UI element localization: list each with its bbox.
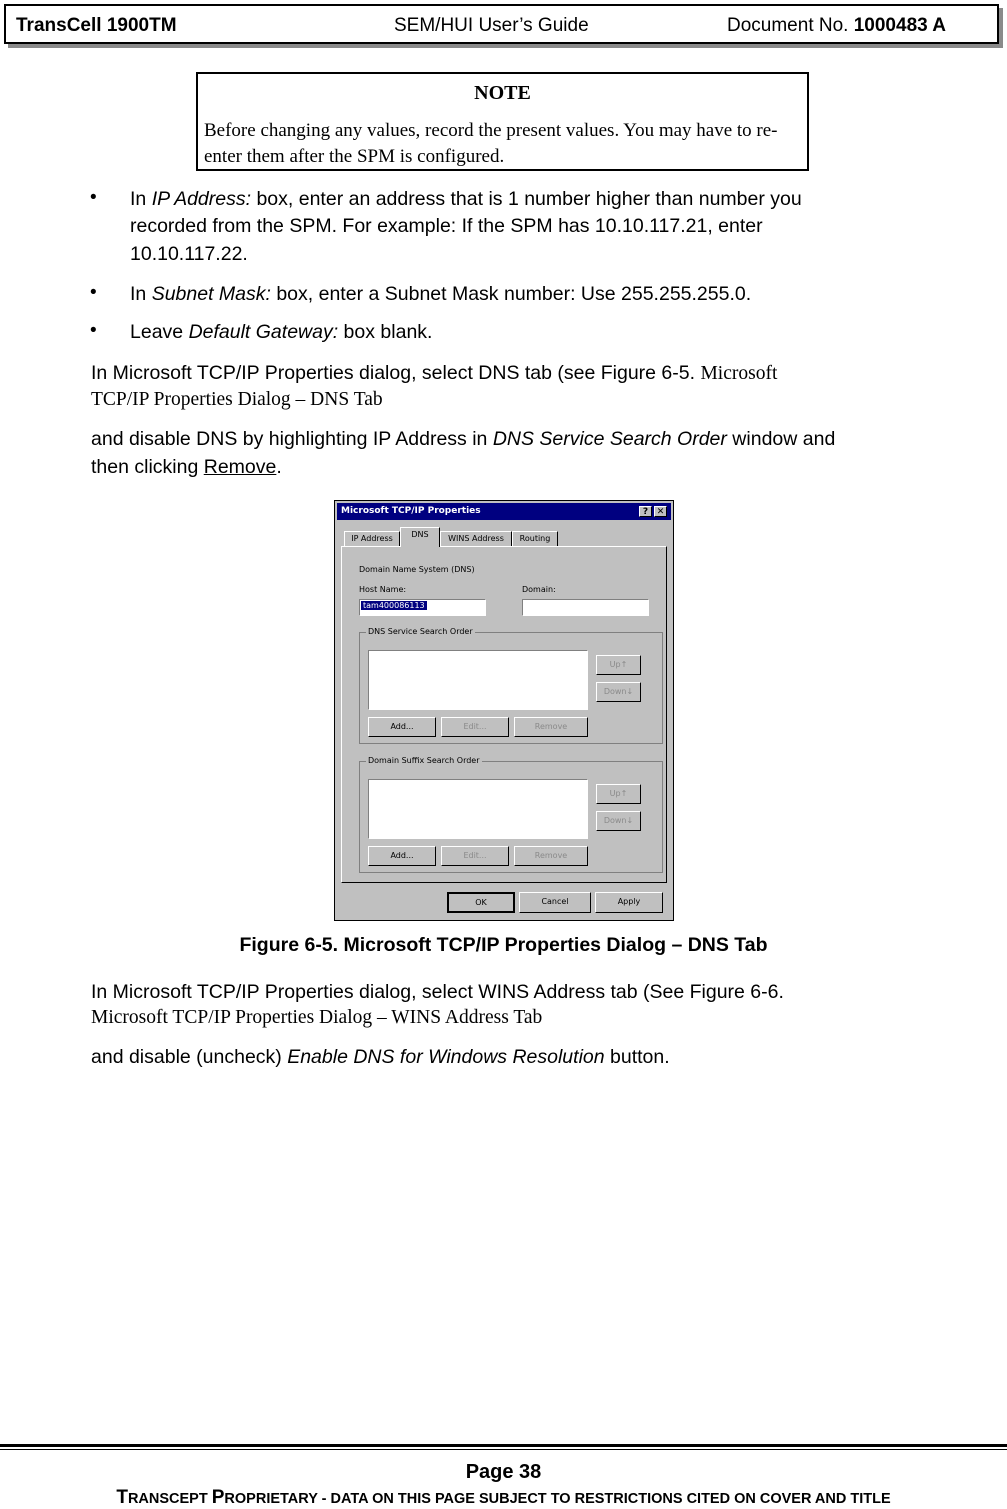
bullet-field: Default Gateway: <box>188 321 339 343</box>
ok-button[interactable]: OK <box>447 892 515 913</box>
header-guide: SEM/HUI User’s Guide <box>394 15 589 36</box>
para1-line4 <box>91 455 282 480</box>
header-document-number <box>727 15 946 37</box>
tab-routing[interactable]: Routing <box>512 531 558 546</box>
figure-caption: Figure 6-5. Microsoft TCP/IP Properties Dialog – DNS Tab <box>239 934 768 956</box>
remove-button[interactable]: Remove <box>514 717 588 737</box>
bullet-prefix: In <box>130 283 152 305</box>
legal-cap: P <box>211 1487 225 1508</box>
para2-line1: In Microsoft TCP/IP Properties dialog, select WINS Address tab (See Figure 6-6. <box>91 981 784 1003</box>
suffix-add-button[interactable]: Add... <box>368 846 436 866</box>
host-name-value: tam400086113 <box>363 601 425 610</box>
note-body: Before changing any values, record the present values. You may have to re-enter them after the SPM is configured. <box>204 120 778 167</box>
para2-line3 <box>91 1045 670 1070</box>
apply-button[interactable]: Apply <box>595 892 663 913</box>
para1-text: then clicking <box>91 456 204 478</box>
tab-wins-address[interactable]: WINS Address <box>440 531 512 546</box>
bullet-dot: • <box>90 187 97 208</box>
note-title: NOTE <box>474 82 531 104</box>
para2-emphasis: Enable DNS for Windows Resolution <box>287 1046 605 1068</box>
bullet-ip-line2: recorded from the SPM. For example: If the SPM has 10.10.117.21, enter <box>130 215 763 237</box>
bullet-ip-line3: 10.10.117.22. <box>130 243 248 265</box>
note-box <box>196 72 809 171</box>
para2-figure-ref: Microsoft TCP/IP Properties Dialog – WINS Address Tab <box>91 1007 543 1028</box>
add-button[interactable]: Add... <box>368 717 436 737</box>
bullet-dot: • <box>90 282 97 303</box>
header-shadow <box>8 44 1003 48</box>
para2-text: and disable (uncheck) <box>91 1046 288 1068</box>
legal-text: RANSCEPT <box>127 1491 212 1507</box>
cancel-button[interactable]: Cancel <box>519 892 591 913</box>
bullet-subnet-mask <box>130 282 751 307</box>
host-name-input[interactable] <box>359 599 486 616</box>
help-button[interactable]: ? <box>639 506 652 517</box>
para1-text: and disable DNS by highlighting IP Address in <box>91 428 493 450</box>
page-header <box>4 4 999 44</box>
suffix-remove-button[interactable]: Remove <box>514 846 588 866</box>
bullet-field: Subnet Mask: <box>151 283 271 305</box>
page-number: Page 38 <box>465 1461 542 1483</box>
proprietary-notice <box>0 1487 1007 1509</box>
bullet-dot: • <box>90 320 97 341</box>
legal-text: ROPRIETARY - DATA ON THIS PAGE SUBJECT TO RESTRICTIONS CITED ON COVER AND TITLE <box>224 1491 891 1507</box>
suffix-up-button[interactable]: Up↑ <box>596 784 641 804</box>
para1-text: window and <box>726 428 836 450</box>
domain-label: Domain: <box>522 585 556 594</box>
dns-service-search-order-label: DNS Service Search Order <box>368 627 473 636</box>
bullet-text: box, enter an address that is 1 number higher than number you <box>251 188 802 210</box>
figure-ref: Microsoft <box>700 363 778 384</box>
dialog-title: Microsoft TCP/IP Properties <box>341 506 481 516</box>
header-product: TransCell 1900TM <box>16 15 177 36</box>
footer-rule <box>0 1444 1007 1447</box>
close-button[interactable]: ✕ <box>654 506 667 517</box>
bullet-default-gateway <box>130 320 432 345</box>
domain-input[interactable] <box>522 599 649 616</box>
domain-suffix-list[interactable] <box>368 779 588 839</box>
tab-ip-address[interactable]: IP Address <box>344 531 400 546</box>
para1-figure-ref: TCP/IP Properties Dialog – DNS Tab <box>91 389 383 410</box>
para1-emphasis: DNS Service Search Order <box>492 428 727 450</box>
bullet-ip-address <box>130 187 802 212</box>
bullet-prefix: Leave <box>130 321 189 343</box>
legal-cap: T <box>116 1487 128 1508</box>
bullet-text: box blank. <box>338 321 433 343</box>
up-button[interactable]: Up↑ <box>596 655 641 675</box>
suffix-edit-button[interactable]: Edit... <box>441 846 509 866</box>
para1-text: . <box>276 456 282 478</box>
bullet-field: IP Address: <box>151 188 252 210</box>
para1-line1 <box>91 361 777 386</box>
doc-label: Document No. <box>727 15 854 36</box>
edit-button[interactable]: Edit... <box>441 717 509 737</box>
remove-link-text: Remove <box>203 456 277 478</box>
bullet-text: box, enter a Subnet Mask number: Use 255.255.255.0. <box>270 283 752 305</box>
bullet-prefix: In <box>130 188 152 210</box>
para1-line3 <box>91 427 835 452</box>
dialog-title-bar <box>337 503 671 520</box>
tcpip-properties-dialog <box>334 500 674 921</box>
doc-number: 1000483 A <box>853 15 946 36</box>
tab-dns[interactable]: DNS <box>400 527 440 547</box>
dns-service-search-order-group <box>359 627 663 744</box>
host-name-label: Host Name: <box>359 585 407 594</box>
down-button[interactable]: Down↓ <box>596 682 641 702</box>
domain-suffix-search-order-label: Domain Suffix Search Order <box>368 756 480 765</box>
suffix-down-button[interactable]: Down↓ <box>596 811 641 831</box>
footer-rule-thin <box>0 1449 1007 1450</box>
header-shadow-side <box>999 8 1003 48</box>
dns-service-list[interactable] <box>368 650 588 710</box>
dns-tab-panel <box>341 546 667 883</box>
domain-suffix-search-order-group <box>359 756 663 873</box>
para1-text: In Microsoft TCP/IP Properties dialog, select DNS tab (see Figure 6-5. <box>91 362 701 384</box>
para2-text: button. <box>604 1046 670 1068</box>
dns-section-label: Domain Name System (DNS) <box>359 565 475 574</box>
